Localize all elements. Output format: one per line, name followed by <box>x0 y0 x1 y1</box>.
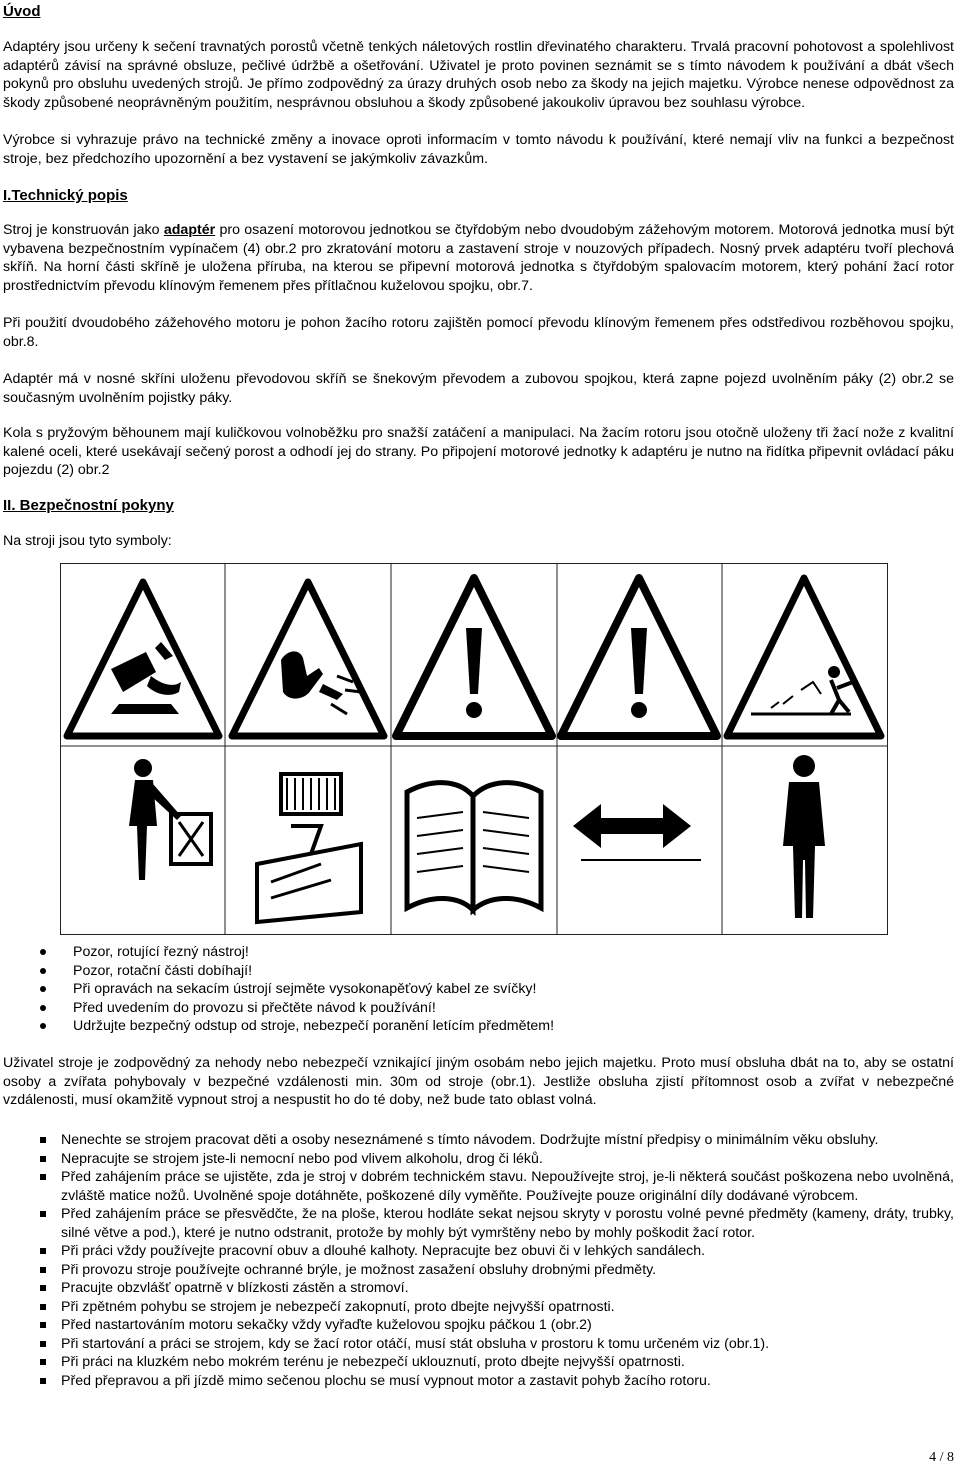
cutting-tool-warning-icon <box>67 582 219 736</box>
symbol-caption-item: Při opravách na sekacím ústrojí sejměte vysokonapěťový kabel ze svíčky! <box>3 980 954 999</box>
page-number: 4 / 8 <box>929 1450 954 1465</box>
rotating-parts-warning-icon <box>232 582 384 736</box>
safety-rule-item: Při zpětném pohybu se strojem je nebezpečí zakopnutí, proto dbejte nejvyšší opatrnosti. <box>3 1298 954 1317</box>
general-warning-icon <box>396 578 552 736</box>
safety-rule-item: Před přepravou a při jízdě mimo sečenou plochu se musí vypnout motor a zastavit pohyb žacího rotoru. <box>3 1372 954 1391</box>
symbol-captions-list <box>3 943 954 1036</box>
tech-paragraph-2: Při použití dvoudobého zážehového motoru je pohon žacího rotoru zajištěn pomocí převodu klínovým řemenem přes odstředivou rozběhovou spojku, obr.8. <box>3 315 954 350</box>
intro-heading: Úvod <box>3 3 41 20</box>
safety-rule-item: Před zahájením práce se ujistěte, zda je stroj v dobrém technickém stavu. Nepoužívejte stroj, je-li některá součást poškozena nebo uvolněná, zvláště matice nožů. Uvolněné spoje dotáhněte, poškozené díly vyměňte. Používejte pouze originální díly dodávané výrobcem. <box>3 1168 954 1205</box>
flying-objects-warning-icon <box>727 578 881 736</box>
intro-paragraph-2: Výrobce si vyhrazuje právo na technické změny a inovace oproti informacím v tomto návodu k používání, které nemají vliv na funkci a bezpečnost stroje, bez předchozího upozornění a bez vystavení se jakýmkoliv závazkům. <box>3 132 954 167</box>
read-manual-icon <box>407 783 541 910</box>
safety-rule-item: Při provozu stroje používejte ochranné brýle, je možnost zasažení obsluhy drobnými předměty. <box>3 1261 954 1280</box>
safety-rule-item: Před zahájením práce se přesvědčte, že na ploše, kterou hodláte sekat nejsou skryty v porostu volné pevné předměty (kameny, dráty, trubky, silné větve a pod.), které je nutno odstranit, protože by mohly být vymrštěny nebo by mohly poškodit žací rotor. <box>3 1205 954 1242</box>
symbol-caption-item: Pozor, rotační části dobíhají! <box>3 962 954 981</box>
safety-rule-item: Při práci vždy používejte pracovní obuv a dlouhé kalhoty. Nepracujte bez obuvi či v lehkých sandálech. <box>3 1242 954 1261</box>
symbols-intro: Na stroji jsou tyto symboly: <box>3 533 172 549</box>
standing-person-icon <box>783 755 825 918</box>
general-warning-icon-2 <box>561 578 717 736</box>
tech-heading: I.Technický popis <box>3 187 128 204</box>
safety-paragraph: Uživatel stroje je zodpovědný za nehody nebo nebezpečí vznikající jiným osobám nebo jejich majetku. Proto musí obsluha dbát na to, aby se ostatní osoby a zvířata pohybovaly v bezpečné vzdálenosti min. 30m od stroje (obr.1). Jestliže obsluha zjistí přítomnost osob a zvířat v nebezpečné vzdálenosti, musí okamžitě vypnout stroj a nespustit ho do té doby, než bude tato oblast volná. <box>3 1055 954 1108</box>
tech-paragraph-3: Adaptér má v nosné skříni uloženu převodovou skříň se šnekovým převodem a zubovou spojkou, která zapne pojezd uvolněním páky (2) obr.2 se současným uvolněním pojistky páky. <box>3 371 954 406</box>
tech-paragraph-1: Stroj je konstruován jako adaptér pro osazení motorovou jednotkou se čtyřdobým nebo dvoudobým zážehovým motorem. Motorová jednotka musí být vybavena bezpečnostním vypínačem (4) obr.2 pro zkratování motoru a zastavení stroje v nouzových případech. Nosný prvek adaptéru tvoří plechová skříň. Na horní části skříně je uložena příruba, na kterou se připevní motorová jednotka s čtyřdobým spalovacím motorem, který pohání žací rotor prostřednictvím převodu klínovým řemenem přes přítlačnou kuželovou spojku, obr.7. <box>3 222 954 294</box>
safety-rule-item: Nenechte se strojem pracovat děti a osoby neseznámené s tímto návodem. Dodržujte místní předpisy o minimálním věku obsluhy. <box>3 1131 954 1150</box>
symbol-caption-item: Před uvedením do provozu si přečtěte návod k používání! <box>3 999 954 1018</box>
symbol-caption-item: Pozor, rotující řezný nástroj! <box>3 943 954 962</box>
maintenance-person-icon <box>129 759 211 880</box>
symbol-caption-item: Udržujte bezpečný odstup od stroje, nebezpečí poranění letícím předmětem! <box>3 1017 954 1036</box>
safety-rule-item: Pracujte obzvlášť opatrně v blízkosti zástěn a stromoví. <box>3 1279 954 1298</box>
spark-plug-cable-icon <box>257 774 361 922</box>
safety-rule-item: Při práci na kluzkém nebo mokrém terénu je nebezpečí uklouznutí, proto dbejte nejvyšší opatrnosti. <box>3 1353 954 1372</box>
safety-rule-item: Nepracujte se strojem jste-li nemocní nebo pod vlivem alkoholu, drog či léků. <box>3 1150 954 1169</box>
tech-paragraph-4: Kola s pryžovým běhounem mají kuličkovou volnoběžku pro snažší zatáčení a manipulaci. Na žacím rotoru jsou otočně uloženy tři žací nože z kvalitní kalené oceli, které usekávají sečený porost a odhodí jej do strany. Po připojení motorové jednotky k adaptéru je nutno na řidítka připevnit ovládací páku pojezdu (2) obr.2 <box>3 425 954 478</box>
safety-rule-item: Před nastartováním motoru sekačky vždy vyřaďte kuželovou spojku páčkou 1 (obr.2) <box>3 1316 954 1335</box>
safe-distance-arrows-icon <box>573 804 701 860</box>
safety-rule-item: Při startování a práci se strojem, kdy se žací rotor otáčí, musí stát obsluha v prostoru k tomu určeném viz (obr.1). <box>3 1335 954 1354</box>
safety-rules-list <box>3 1131 954 1390</box>
safety-heading: II. Bezpečnostní pokyny <box>3 497 174 514</box>
adapter-term: adaptér <box>163 222 216 238</box>
intro-paragraph-1: Adaptéry jsou určeny k sečení travnatých porostů včetně tenkých náletových rostlin dřevinatého charakteru. Trvalá pracovní pohotovost a spolehlivost adaptérů závisí na správné obsluze, pečlivé údržbě a ošetřování. Uživatel je proto povinen seznámit se s tímto návodem k používání a dbát všech pokynů pro obsluhu uvedených strojů. Je přímo zodpovědný za úrazy druhých osob nebo za škody na jejich majetku. Výrobce nenese odpovědnost za škody způsobené neoprávněným použitím, nesprávnou obsluhou a škody způsobené jakoukoliv úpravou bez souhlasu výrobce. <box>3 39 954 111</box>
safety-symbols-panel <box>60 563 888 935</box>
